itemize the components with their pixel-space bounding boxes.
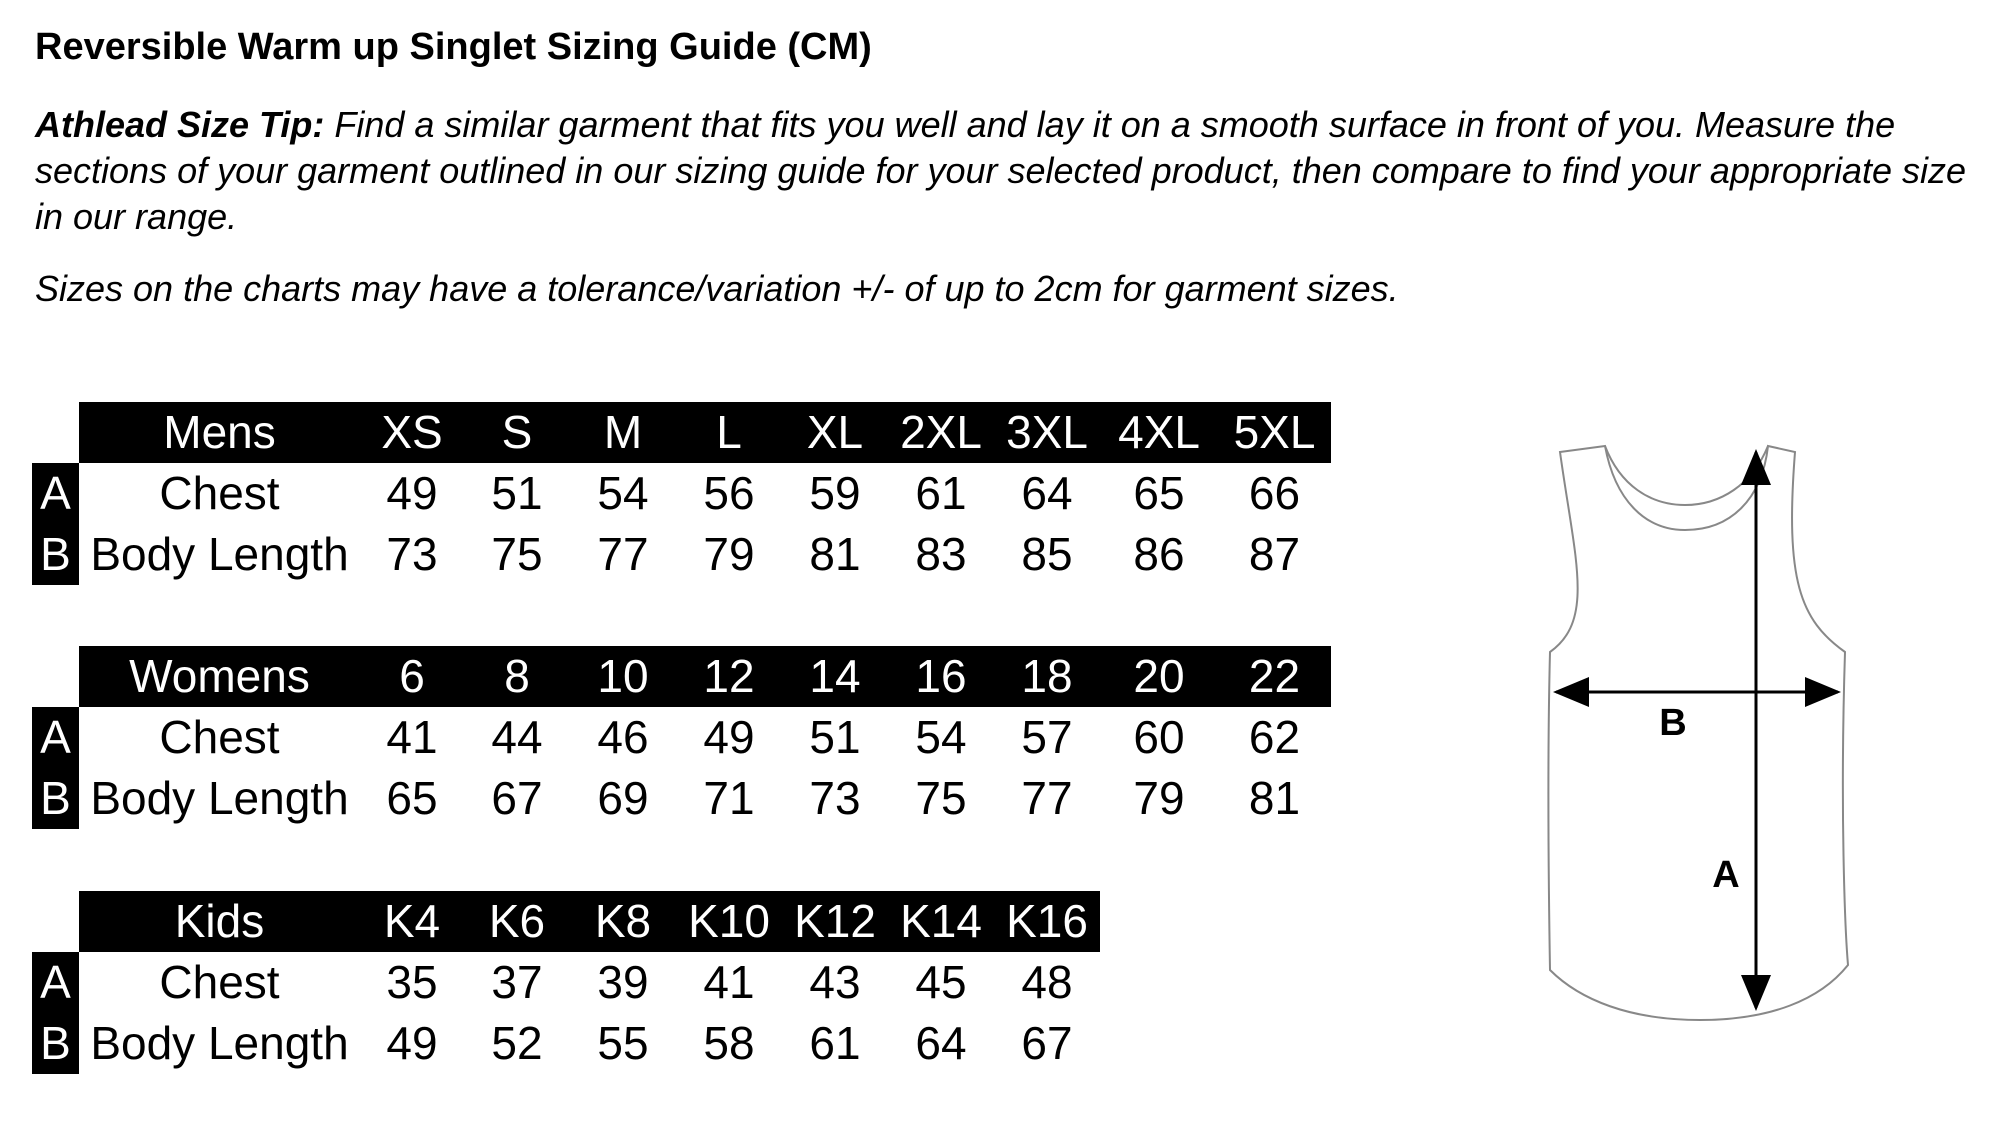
chest-value-cell: 65 — [1133, 467, 1185, 519]
kids-body-length-values — [360, 1013, 1100, 1074]
size-header-cell: K8 — [594, 895, 652, 947]
size-header-cell: M — [603, 406, 643, 458]
mens-chest-values — [360, 463, 1331, 524]
body-length-value-cell: 67 — [491, 772, 543, 824]
body-length-value-cell: 71 — [703, 772, 755, 824]
body-length-value-cell: 73 — [809, 772, 861, 824]
row-label-body-length: Body Length — [90, 528, 349, 580]
measure-letter-a: A — [32, 707, 79, 768]
chest-value-cell: 59 — [809, 467, 861, 519]
womens-chest-values — [360, 707, 1331, 768]
size-header-cell: 5XL — [1233, 406, 1316, 458]
chest-value-cell: 41 — [386, 711, 438, 763]
womens-table-title: Womens — [129, 650, 310, 702]
body-length-value-cell: 79 — [703, 528, 755, 580]
measure-letter-b: B — [32, 768, 79, 829]
body-length-value-cell: 61 — [809, 1017, 861, 1069]
chest-value-cell: 35 — [386, 956, 438, 1008]
womens-chest-row — [32, 707, 1331, 768]
body-length-value-cell: 65 — [386, 772, 438, 824]
chest-value-cell: 51 — [491, 467, 543, 519]
chest-value-cell: 46 — [597, 711, 649, 763]
body-length-value-cell: 52 — [491, 1017, 543, 1069]
size-header-cell: 6 — [399, 650, 425, 702]
body-length-value-cell: 75 — [491, 528, 543, 580]
chest-value-cell: 66 — [1248, 467, 1301, 519]
singlet-outline — [1549, 446, 1849, 1020]
chest-value-cell: 61 — [915, 467, 967, 519]
body-length-value-cell: 55 — [597, 1017, 649, 1069]
body-length-value-cell: 49 — [386, 1017, 438, 1069]
body-length-value-cell: 75 — [915, 772, 967, 824]
size-header-cell: 3XL — [1006, 406, 1088, 458]
chest-value-cell: 48 — [1021, 956, 1073, 1008]
size-header-cell: 4XL — [1118, 406, 1200, 458]
measure-letter-b: B — [32, 1013, 79, 1074]
row-label-chest: Chest — [159, 956, 280, 1008]
size-tip-text: Find a similar garment that fits you well and lay it on a smooth surface in front of you. Measure the sections of your garment outlined in our sizing guide for your selected product, then compare to find your appropriate size in our range. — [35, 104, 1967, 237]
size-header-cell: XL — [806, 406, 864, 458]
body-length-value-cell: 85 — [1021, 528, 1073, 580]
chest-value-cell: 57 — [1021, 711, 1073, 763]
body-length-value-cell: 81 — [809, 528, 861, 580]
size-header-cell: 8 — [504, 650, 530, 702]
body-length-value-cell: 87 — [1248, 528, 1301, 580]
kids-size-table — [32, 891, 1100, 1074]
measure-letter-a: A — [32, 952, 79, 1013]
tolerance-note: Sizes on the charts may have a tolerance/variation +/- of up to 2cm for garment sizes. — [35, 268, 1399, 309]
chest-value-cell: 64 — [1021, 467, 1073, 519]
measure-letter-a: A — [32, 463, 79, 524]
womens-body-length-row — [32, 768, 1331, 829]
chest-value-cell: 41 — [703, 956, 755, 1008]
row-label-chest: Chest — [159, 467, 280, 519]
mens-body-length-values — [360, 524, 1331, 585]
singlet-diagram — [1480, 430, 1860, 1030]
size-header-cell: 14 — [809, 650, 861, 702]
kids-header-row — [79, 891, 1100, 952]
body-length-value-cell: 73 — [386, 528, 438, 580]
size-header-cell: K10 — [688, 895, 770, 947]
size-header-cell: K12 — [794, 895, 876, 947]
body-length-value-cell: 67 — [1021, 1017, 1073, 1069]
body-length-value-cell: 86 — [1133, 528, 1185, 580]
chest-value-cell: 54 — [915, 711, 967, 763]
kids-chest-row — [32, 952, 1100, 1013]
chest-value-cell: 54 — [597, 467, 649, 519]
womens-header-row — [79, 646, 1331, 707]
size-header-cell: 16 — [915, 650, 967, 702]
diagram-label-b: B — [1659, 702, 1687, 744]
womens-size-table — [32, 646, 1331, 829]
size-tip — [35, 102, 1975, 240]
womens-size-headers — [360, 646, 1331, 707]
mens-header-row — [79, 402, 1331, 463]
row-label-chest: Chest — [159, 711, 280, 763]
mens-body-length-row — [32, 524, 1331, 585]
body-length-value-cell: 79 — [1133, 772, 1185, 824]
singlet-neckline — [1605, 446, 1768, 505]
body-length-value-cell: 77 — [1021, 772, 1073, 824]
chest-value-cell: 45 — [915, 956, 967, 1008]
body-length-value-cell: 83 — [915, 528, 967, 580]
chest-value-cell: 49 — [703, 711, 755, 763]
size-header-cell: 22 — [1248, 650, 1301, 702]
measure-letter-b: B — [32, 524, 79, 585]
chest-value-cell: 62 — [1248, 711, 1301, 763]
chest-value-cell: 49 — [386, 467, 438, 519]
size-header-cell: 2XL — [900, 406, 982, 458]
chest-value-cell: 44 — [491, 711, 543, 763]
size-header-cell: L — [716, 406, 742, 458]
size-header-cell: K4 — [383, 895, 441, 947]
size-header-cell: K14 — [900, 895, 982, 947]
body-length-value-cell: 69 — [597, 772, 649, 824]
chest-value-cell: 56 — [703, 467, 755, 519]
mens-table-title: Mens — [163, 406, 276, 458]
body-length-value-cell: 77 — [597, 528, 649, 580]
kids-chest-values — [360, 952, 1100, 1013]
kids-size-headers — [360, 891, 1100, 952]
size-header-cell: 18 — [1021, 650, 1073, 702]
row-label-body-length: Body Length — [90, 1017, 349, 1069]
diagram-label-a: A — [1712, 854, 1740, 896]
chest-value-cell: 37 — [491, 956, 543, 1008]
size-header-cell: K16 — [1006, 895, 1088, 947]
mens-size-table — [32, 402, 1331, 585]
page-title: Reversible Warm up Singlet Sizing Guide (CM) — [35, 26, 872, 68]
body-length-value-cell: 81 — [1248, 772, 1301, 824]
size-header-cell: S — [501, 406, 533, 458]
chest-value-cell: 60 — [1133, 711, 1185, 763]
size-header-cell: K6 — [488, 895, 546, 947]
size-header-cell: 10 — [597, 650, 649, 702]
chest-value-cell: 51 — [809, 711, 861, 763]
body-length-value-cell: 58 — [703, 1017, 755, 1069]
kids-body-length-row — [32, 1013, 1100, 1074]
mens-size-headers — [360, 402, 1331, 463]
size-tip-label: Athlead Size Tip: — [35, 104, 325, 145]
size-header-cell: 12 — [703, 650, 755, 702]
row-label-body-length: Body Length — [90, 772, 349, 824]
womens-body-length-values — [360, 768, 1331, 829]
kids-table-title: Kids — [174, 895, 265, 947]
chest-value-cell: 43 — [809, 956, 861, 1008]
body-length-value-cell: 64 — [915, 1017, 967, 1069]
size-header-cell: XS — [381, 406, 443, 458]
size-header-cell: 20 — [1133, 650, 1185, 702]
mens-chest-row — [32, 463, 1331, 524]
chest-value-cell: 39 — [597, 956, 649, 1008]
